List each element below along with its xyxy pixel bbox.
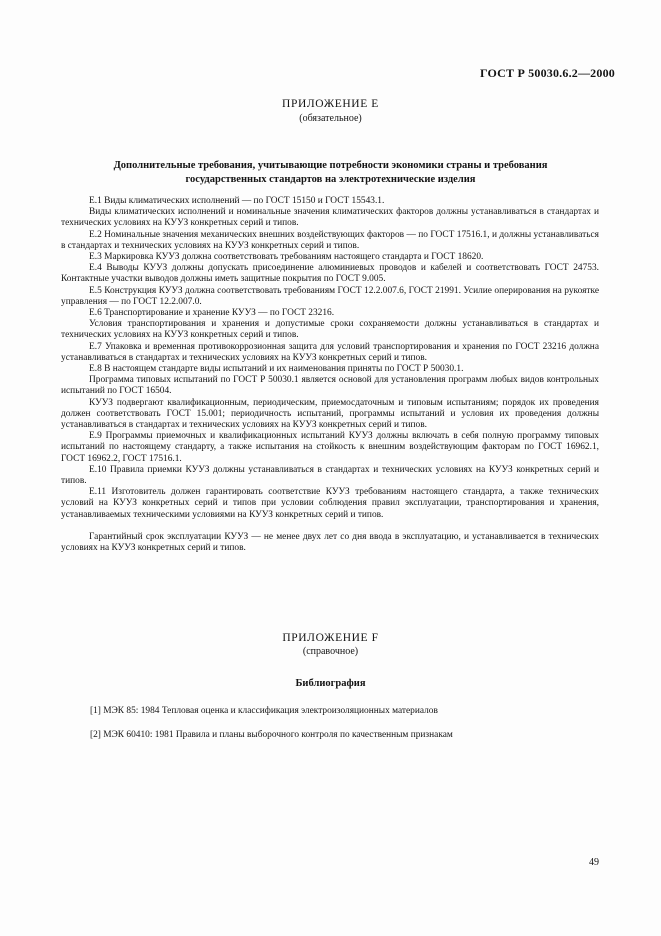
paragraph-e1: Е.1 Виды климатических исполнений — по ГОСТ 15150 и ГОСТ 15543.1.	[89, 196, 385, 206]
paragraph-e11: Е.11 Изготовитель должен гарантировать соответствие КУУЗ требованиям настоящего стандарта, а также технических условий на КУУЗ конкретных серий и типов при условии соблюдения правил эксплуатации, транспортирования и хранения, устанавливаемых техническими условиями на КУУЗ конкретных серий и типов.	[61, 487, 599, 520]
paragraph-e9: Е.9 Программы приемочных и квалификационных испытаний КУУЗ должны включать в себя полную программу типовых испытаний по настоящему стандарту, а также испытания на стойкость к внешним воздействующим факторам по ГОСТ 16962.1, ГОСТ 16962.2, ГОСТ 17516.1.	[61, 431, 599, 464]
paragraph-warranty: Гарантийный срок эксплуатации КУУЗ — не менее двух лет со дня ввода в эксплуатацию, и устанавливается в технических условиях на КУУЗ конкретных серий и типов.	[61, 531, 599, 554]
paragraph-e6: Е.6 Транспортирование и хранение КУУЗ — по ГОСТ 23216.	[89, 308, 335, 319]
paragraph-e3: Е.3 Маркировка КУУЗ должна соответствовать требованиям настоящего стандарта и ГОСТ 18620.	[89, 252, 484, 263]
bibliography-reference-1: [1] МЭК 85: 1984 Тепловая оценка и классификация электроизоляционных материалов	[90, 706, 438, 716]
page-number: 49	[589, 857, 599, 868]
heading-line-1: Дополнительные требования, учитывающие потребности экономики страны и требования	[113, 160, 548, 171]
annex-e-note: (обязательное)	[299, 113, 362, 124]
paragraph: КУУЗ подвергают квалификационным, периодическим, приемосдаточным и типовым испытаниям; порядок их проведения должен соответствовать ГОСТ 15.001; периодичность испытаний, программы испытаний и условия их проведения должны устанавливаться в стандартах и технических условиях на КУУЗ конкретных серий и типов.	[61, 397, 599, 431]
paragraph: Виды климатических исполнений и номинальные значения климатических факторов должны устанавливаться в стандартах и технических условиях на КУУЗ конкретных серий и типов.	[61, 207, 599, 229]
paragraph-e2: Е.2 Номинальные значения механических внешних воздействующих факторов — по ГОСТ 17516.1, и должны устанавливаться в стандартах и технических условиях на КУУЗ конкретных серий и типов.	[61, 229, 599, 251]
annex-f-title: ПРИЛОЖЕНИЕ F	[282, 632, 379, 644]
annex-f-note: (справочное)	[302, 646, 359, 657]
paragraph-e5: Е.5 Конструкция КУУЗ должна соответствовать требованиям ГОСТ 12.2.007.6, ГОСТ 21991. Усилие оперирования на рукоятке управления — по ГОСТ 12.2.007.0.	[61, 285, 599, 307]
annex-e-title: ПРИЛОЖЕНИЕ Е	[282, 98, 379, 110]
bibliography-reference-2: [2] МЭК 60410: 1981 Правила и планы выборочного контроля по качественным признакам	[90, 730, 453, 740]
annex-e-body	[61, 196, 599, 554]
paragraph-e7: Е.7 Упаковка и временная противокоррозионная защита для условий транспортирования и хранения по ГОСТ 23216 должна устанавливаться в стандартах и технических условиях на КУУЗ конкретных серий и типов.	[61, 341, 599, 363]
paragraph-e4: Е.4 Выводы КУУЗ должны допускать присоединение алюминиевых проводов и кабелей и соответствовать ГОСТ 24753. Контактные участки выводов должны иметь защитные покрытия по ГОСТ 9.005.	[61, 263, 599, 285]
paragraph-e10: Е.10 Правила приемки КУУЗ должны устанавливаться в стандартах и технических условиях на КУУЗ конкретных серий и типов.	[61, 464, 599, 487]
paragraph-e8: Е.8 В настоящем стандарте виды испытаний и их наименования приняты по ГОСТ Р 50030.1.	[89, 364, 464, 375]
standard-code: ГОСТ Р 50030.6.2—2000	[479, 66, 615, 80]
paragraph: Условия транспортирования и хранения и допустимые сроки сохраняемости должны устанавливаться в стандартах и технических условиях на КУУЗ конкретных серий и типов.	[61, 319, 599, 341]
bibliography-title: Библиография	[295, 678, 366, 689]
paragraph: Программа типовых испытаний по ГОСТ Р 50030.1 является основой для установления программ любых видов контрольных испытаний по ГОСТ 16504.	[61, 375, 599, 397]
annex-e-heading	[60, 159, 601, 187]
heading-line-2: государственных стандартов на электротехнические изделия	[185, 174, 476, 185]
